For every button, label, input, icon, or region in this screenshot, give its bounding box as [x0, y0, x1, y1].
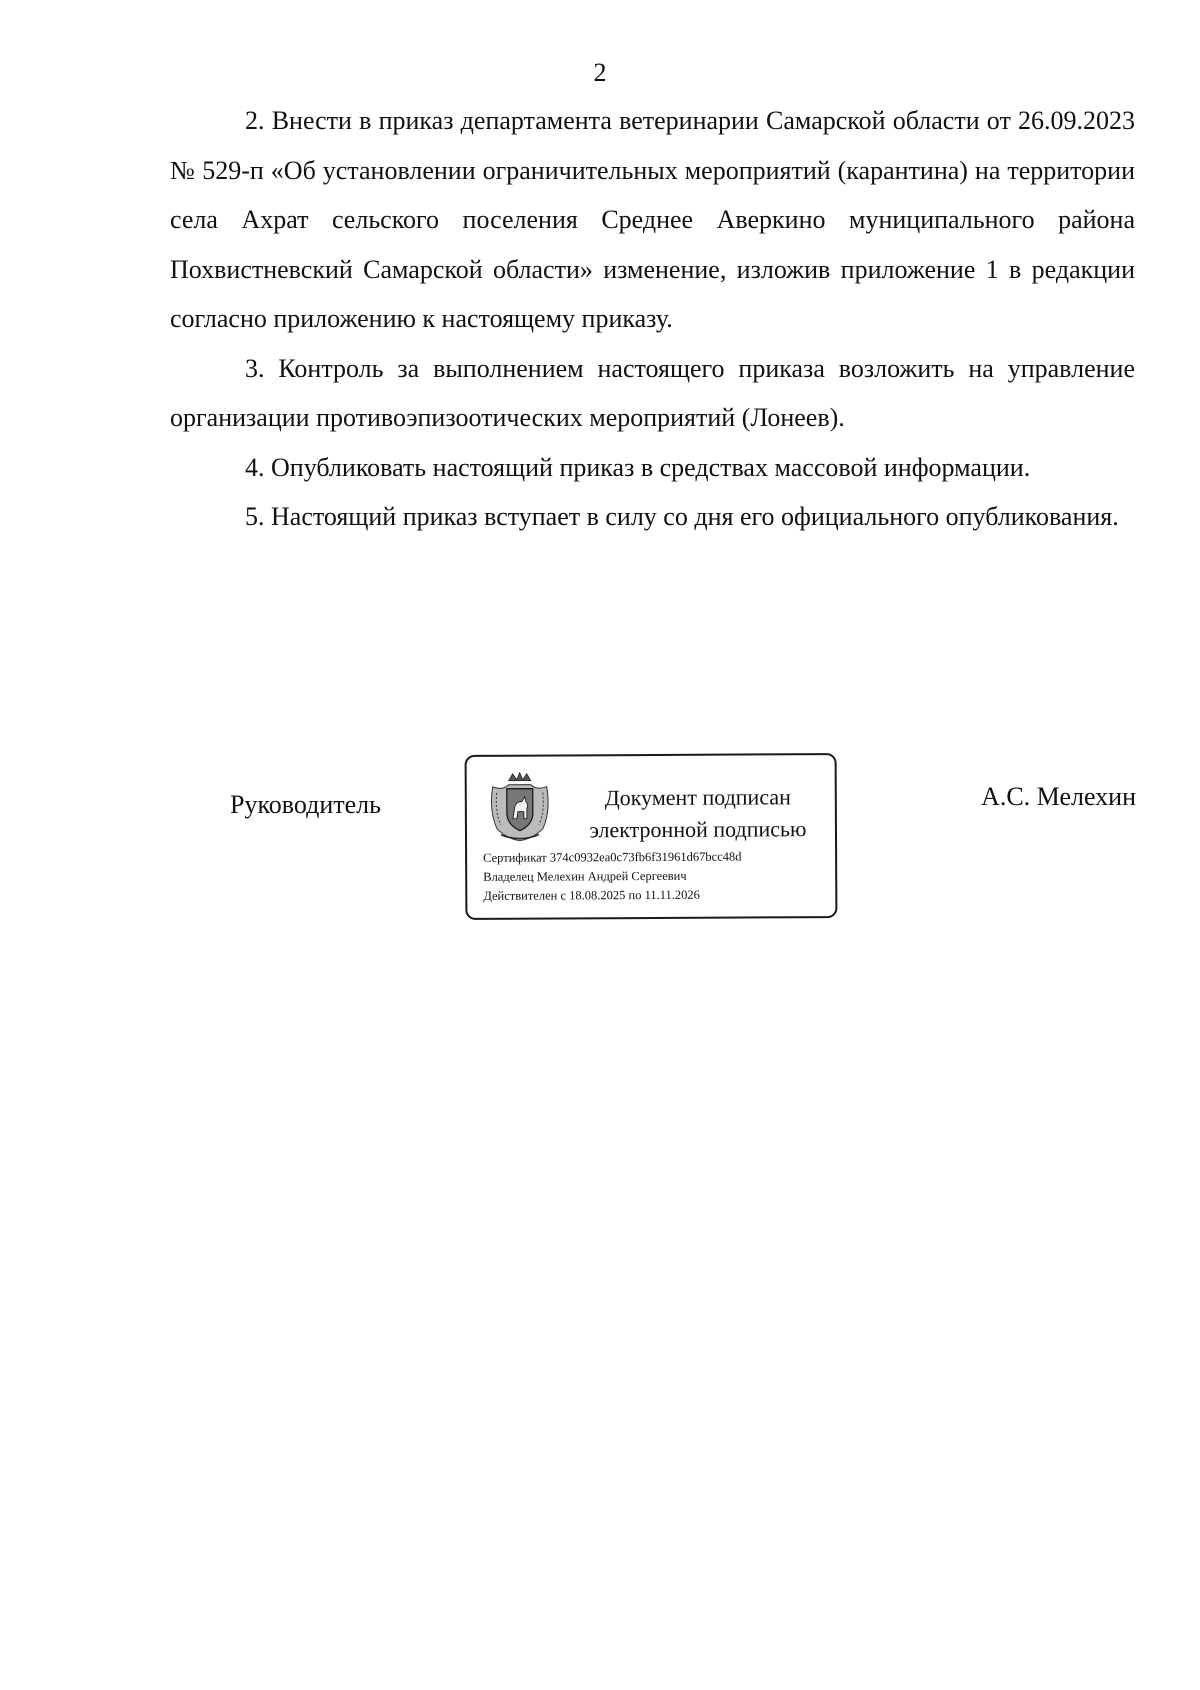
- samara-coat-of-arms-icon: [487, 771, 553, 843]
- stamp-details: [483, 848, 742, 906]
- certificate-validity: Действителен с 18.08.2025 по 11.11.2026: [483, 887, 700, 903]
- signatory-role: Руководитель: [230, 790, 381, 819]
- paragraph-5: 5. Настоящий приказ вступает в силу со дня его официального опубликования.: [245, 502, 1119, 531]
- paragraph-4: 4. Опубликовать настоящий приказ в средствах массовой информации.: [245, 452, 1031, 482]
- certificate-number: Сертификат 374c0932ea0c73fb6f31961d67bcc48d: [483, 849, 742, 865]
- paragraph-2: 2. Внести в приказ департамента ветеринарии Самарской области от 26.09.2023 № 529-п «Об установлении ограничительных мероприятий (карантина) на территории села Ахрат сельского поселения Среднее Аверкино муниципального района Похвистневский Самарской области» изменение, изложив приложение 1 в редакции согласно приложению к настоящему приказу.: [170, 106, 1135, 333]
- document-body: [170, 96, 1135, 542]
- electronic-signature-stamp: [465, 753, 838, 920]
- paragraph-3: 3. Контроль за выполнением настоящего приказа возложить на управление организации противоэпизоотических мероприятий (Лонеев).: [170, 353, 1135, 432]
- stamp-title: [567, 781, 829, 846]
- certificate-owner: Владелец Мелехин Андрей Сергеевич: [483, 868, 687, 884]
- stamp-title-line-2: электронной подписью: [589, 816, 807, 843]
- signatory-name: А.С. Мелехин: [981, 782, 1136, 811]
- page-number: 2: [593, 58, 607, 87]
- stamp-title-line-1: Документ подписан: [604, 784, 791, 811]
